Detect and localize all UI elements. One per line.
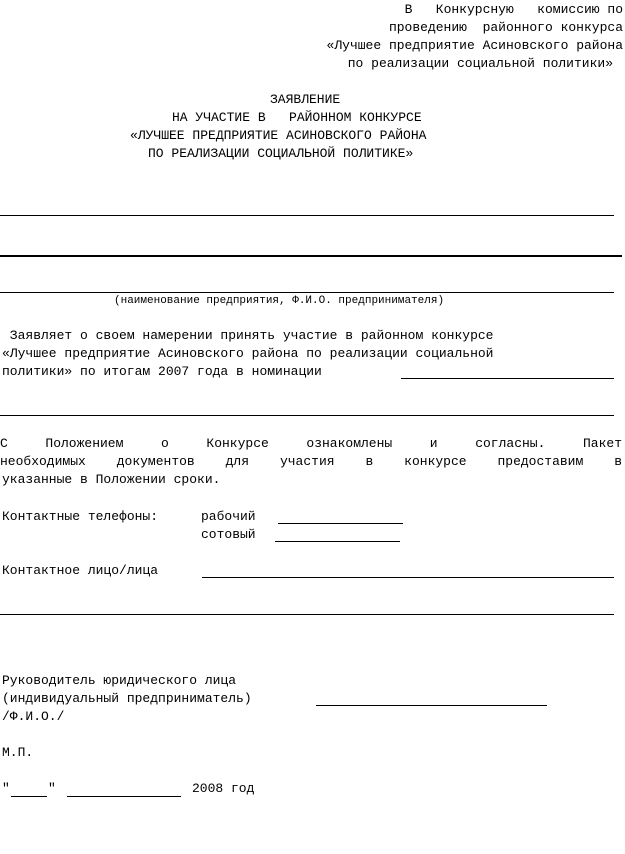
signature-line-1: Руководитель юридического лица xyxy=(2,673,237,688)
heading-line-3: «ЛУЧШЕЕ ПРЕДПРИЯТИЕ АСИНОВСКОГО РАЙОНА xyxy=(130,128,427,143)
addressee-line-4: по реализации социальной политики» xyxy=(347,56,613,71)
mobile-phone-field[interactable] xyxy=(275,541,400,542)
phones-label: Контактные телефоны: xyxy=(2,509,159,524)
company-caption: (наименование предприятия, Ф.И.О. предпринимателя) xyxy=(114,295,445,307)
statement-line-3: политики» по итогам 2007 года в номинации xyxy=(2,364,322,379)
nomination-field-continued[interactable] xyxy=(0,415,614,416)
date-quote-open: " xyxy=(2,781,10,796)
signature-field[interactable] xyxy=(316,705,547,706)
acknowledgement-line-3: указанные в Положении сроки. xyxy=(2,472,221,487)
company-name-line-1[interactable] xyxy=(0,215,614,216)
addressee-line-1: В Конкурсную комиссию по xyxy=(404,2,623,17)
date-month-field[interactable] xyxy=(67,796,181,797)
company-name-line-2[interactable] xyxy=(0,255,622,257)
signature-line-2: (индивидуальный предприниматель) xyxy=(2,691,252,706)
statement-line-2: «Лучшее предприятие Асиновского района по реализации социальной xyxy=(2,346,494,361)
statement-line-1: Заявляет о своем намерении принять участие в районном конкурсе xyxy=(2,328,494,343)
heading-line-2: НА УЧАСТИЕ В РАЙОННОМ КОНКУРСЕ xyxy=(172,110,422,125)
heading-line-4: ПО РЕАЛИЗАЦИИ СОЦИАЛЬНОЙ ПОЛИТИКЕ» xyxy=(148,146,414,161)
work-phone-label: рабочий xyxy=(201,509,256,524)
nomination-field[interactable] xyxy=(401,378,614,379)
date-year: 2008 год xyxy=(192,781,255,796)
signature-line-3: /Ф.И.О./ xyxy=(2,709,65,724)
addressee-line-3: «Лучшее предприятие Асиновского района xyxy=(326,38,623,53)
stamp-label: М.П. xyxy=(2,745,34,760)
contact-person-field[interactable] xyxy=(202,577,614,578)
date-quote-close: " xyxy=(48,781,56,796)
acknowledgement-line-2: необходимых документов для участия в конкурсе предоставим в xyxy=(0,454,622,469)
mobile-phone-label: сотовый xyxy=(201,527,256,542)
contact-person-label: Контактное лицо/лица xyxy=(2,563,159,578)
acknowledgement-line-1: С Положением о Конкурсе ознакомлены и согласны. Пакет xyxy=(0,436,622,451)
document-title: ЗАЯВЛЕНИЕ xyxy=(270,92,341,107)
addressee-line-2: проведению районного конкурса xyxy=(388,20,623,35)
contact-person-field-continued[interactable] xyxy=(0,614,614,615)
work-phone-field[interactable] xyxy=(278,523,403,524)
date-day-field[interactable] xyxy=(11,796,47,797)
